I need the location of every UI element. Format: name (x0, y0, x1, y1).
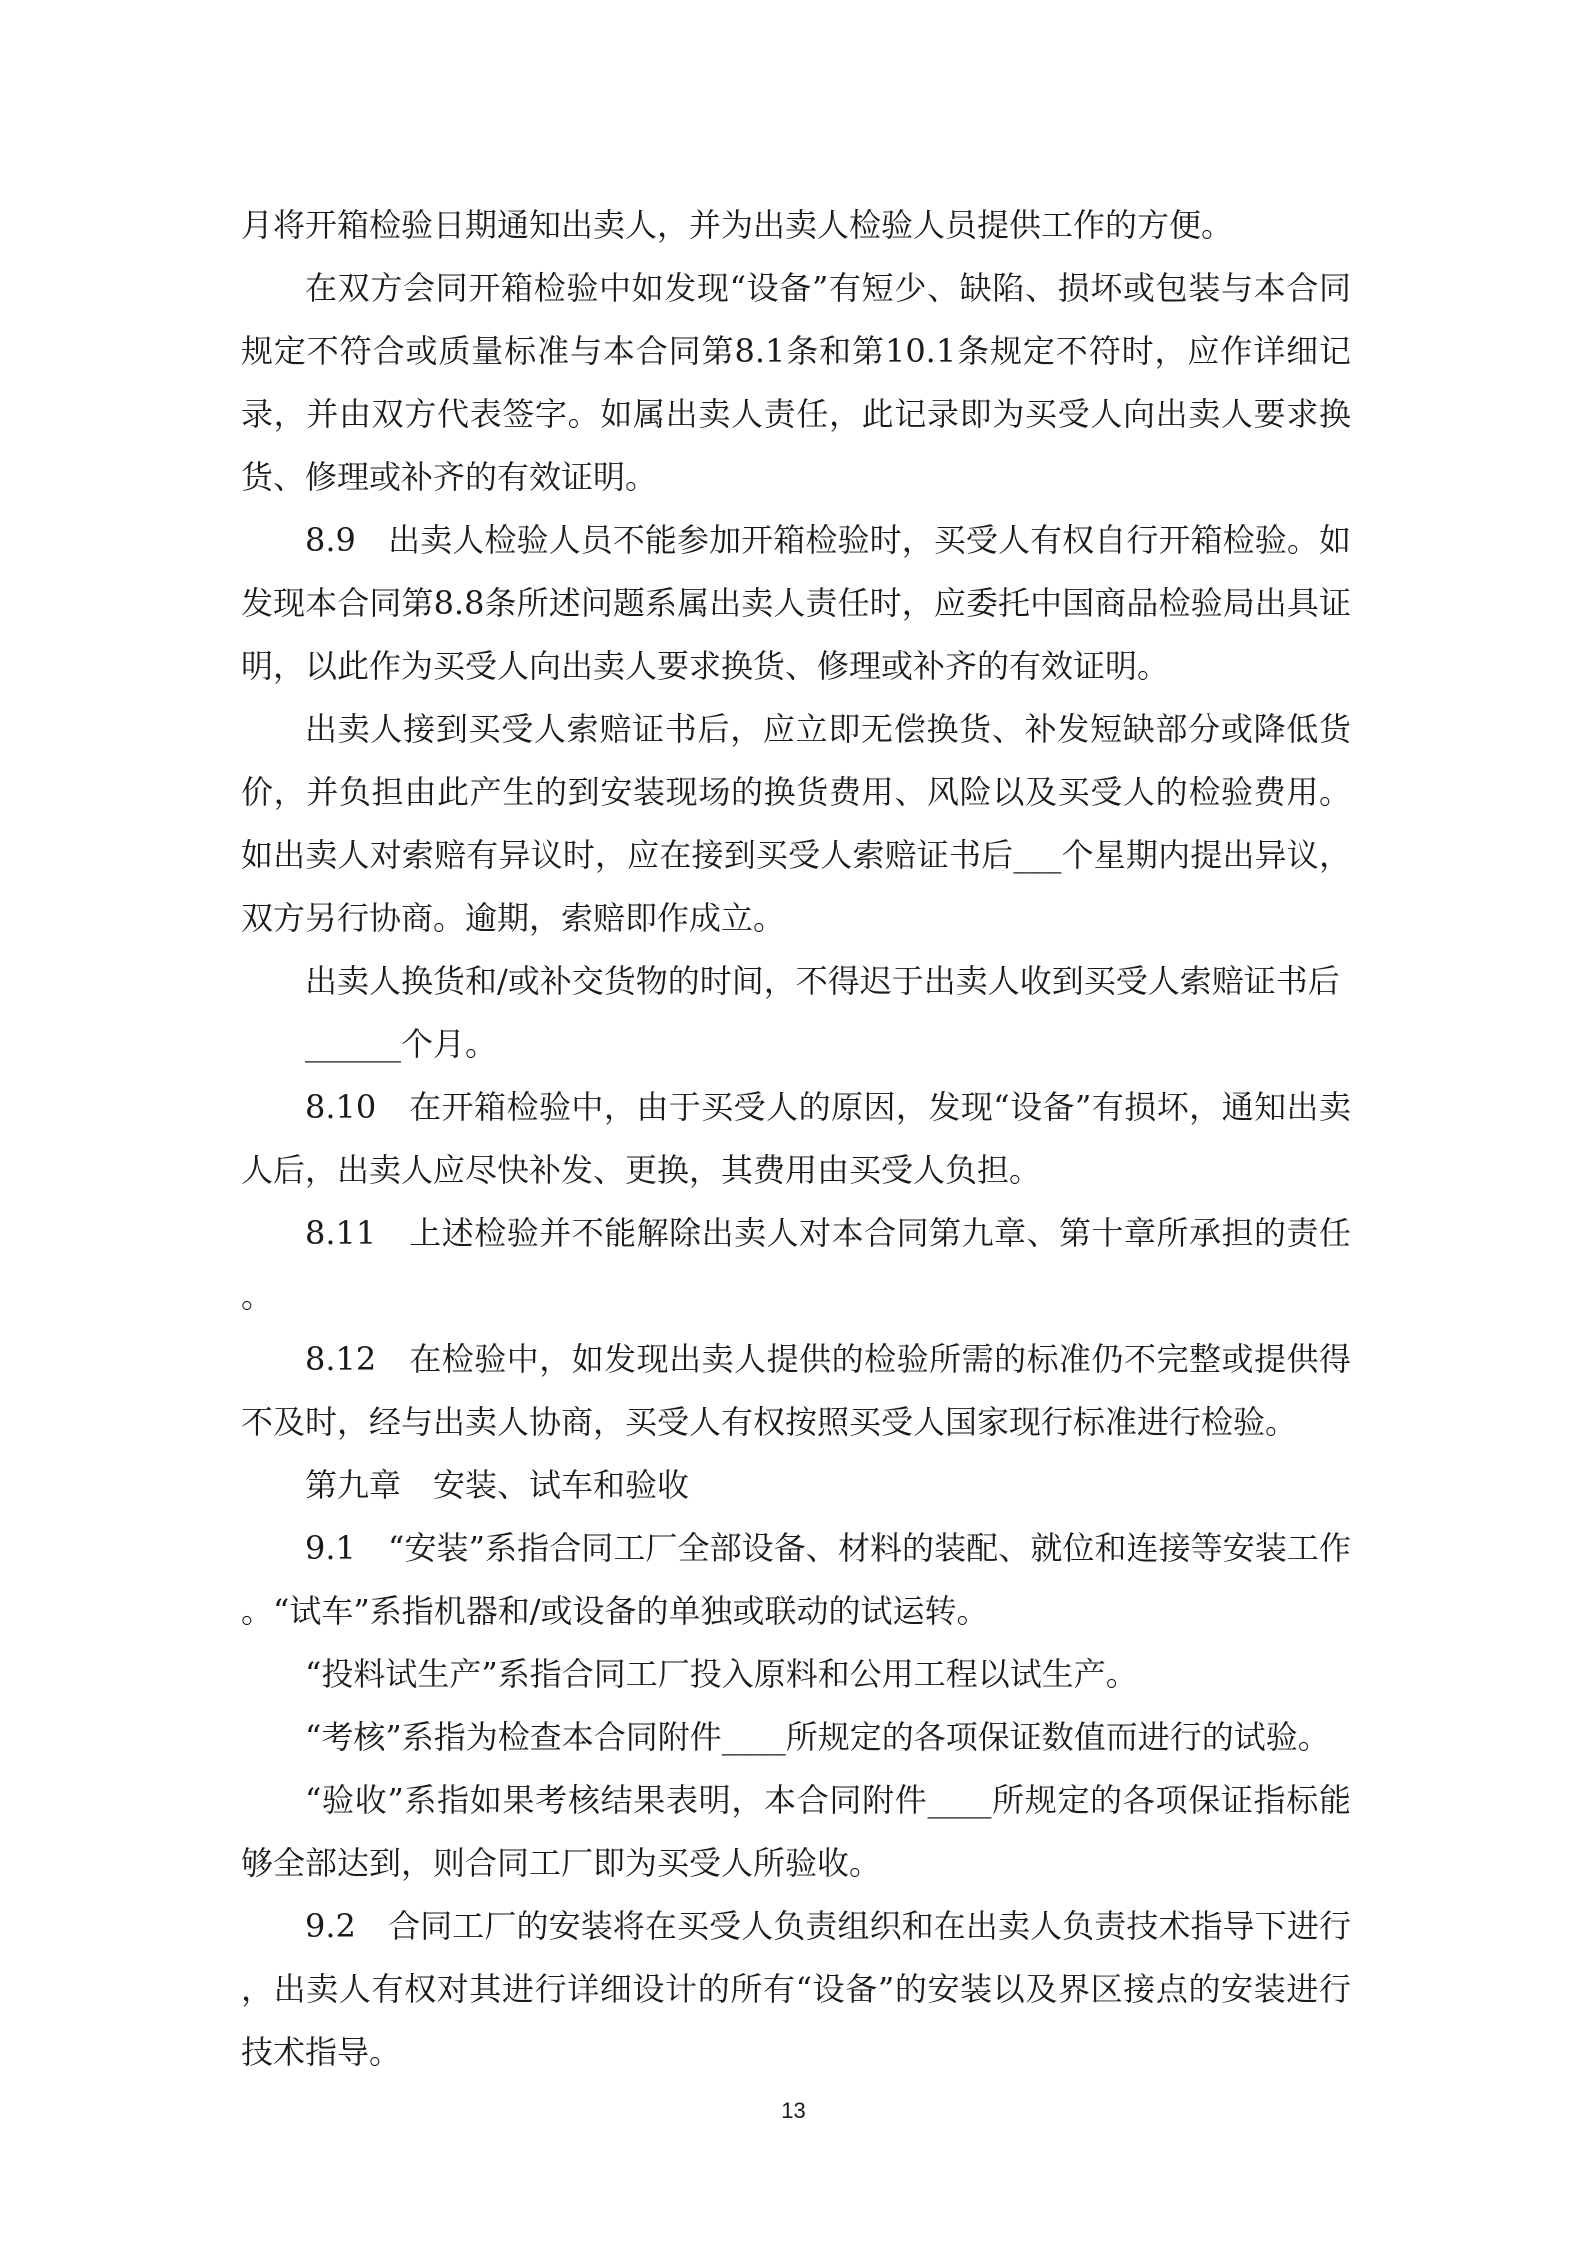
page-number: 13 (781, 2098, 806, 2123)
paragraph-claim-handling: 出卖人接到买受人索赔证书后，应立即无偿换货、补发短缺部分或降低货价，并负担由此产生的到安装现场的换货费用、风险以及买受人的检验费用。如出卖人对索赔有异议时，应在接到买受人索赔证书后___个星期内提出异议，双方另行协商。逾期，索赔即作成立。 (241, 710, 1351, 937)
paragraph-8-10: 8.10 在开箱检验中，由于买受人的原因，发现“设备”有损坏，通知出卖人后，出卖人应尽快补发、更换，其费用由买受人负担。 (241, 1088, 1351, 1189)
chapter-heading: 第九章 安装、试车和验收 (305, 1466, 690, 1504)
paragraph-9-2: 9.2 合同工厂的安装将在买受人负责组织和在出卖人负责技术指导下进行，出卖人有权对其进行详细设计的所有“设备”的安装以及界区接点的安装进行技术指导。 (241, 1907, 1351, 2071)
paragraph-8-11: 8.11 上述检验并不能解除出卖人对本合同第九章、第十章所承担的责任。 (241, 1214, 1351, 1315)
paragraph-8-12: 8.12 在检验中，如发现出卖人提供的检验所需的标准仍不完整或提供得不及时，经与出卖人协商，买受人有权按照买受人国家现行标准进行检验。 (241, 1340, 1351, 1441)
paragraph-continuation: 月将开箱检验日期通知出卖人，并为出卖人检验人员提供工作的方便。 (241, 206, 1234, 244)
paragraph-8-9: 8.9 出卖人检验人员不能参加开箱检验时，买受人有权自行开箱检验。如发现本合同第8.8条所述问题系属出卖人责任时，应委托中国商品检验局出具证明，以此作为买受人向出卖人要求换货、修理或补齐的有效证明。 (241, 521, 1351, 685)
paragraph-9-1: 9.1 “安装”系指合同工厂全部设备、材料的装配、就位和连接等安装工作。“试车”系指机器和/或设备的单独或联动的试运转。 (241, 1529, 1351, 1630)
paragraph-acceptance: “验收”系指如果考核结果表明，本合同附件____所规定的各项保证指标能够全部达到，则合同工厂即为买受人所验收。 (241, 1781, 1351, 1882)
paragraph-joint-inspection: 在双方会同开箱检验中如发现“设备”有短少、缺陷、损坏或包装与本合同规定不符合或质量标准与本合同第8.1条和第10.1条规定不符时，应作详细记录，并由双方代表签字。如属出卖人责任，此记录即为买受人向出卖人要求换货、修理或补齐的有效证明。 (241, 269, 1351, 496)
paragraph-replacement-time: 出卖人换货和/或补交货物的时间，不得迟于出卖人收到买受人索赔证书后 (305, 962, 1340, 1000)
paragraph-assessment: “考核”系指为检查本合同附件____所规定的各项保证数值而进行的试验。 (305, 1718, 1330, 1756)
paragraph-trial-production: “投料试生产”系指合同工厂投入原料和公用工程以试生产。 (305, 1655, 1138, 1693)
paragraph-replacement-months: ______个月。 (305, 1025, 498, 1063)
document-body (241, 194, 1351, 2084)
